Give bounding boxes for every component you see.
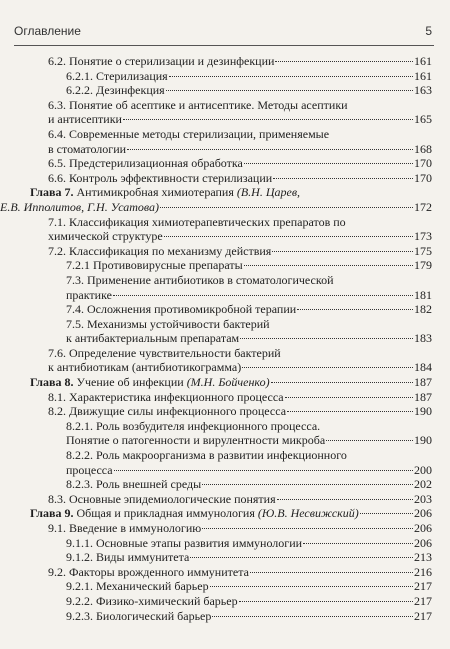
toc-entry-text: к антибиотикам (антибиотикограмма): [48, 360, 242, 375]
toc-entry[interactable]: [0, 98, 450, 127]
toc-entry[interactable]: [0, 477, 450, 492]
author-names: (В.Н. Царев,: [236, 185, 301, 200]
toc-entry[interactable]: [0, 448, 450, 477]
toc-page-number: 184: [414, 360, 432, 375]
toc-entry-line: [48, 404, 432, 419]
toc-entry[interactable]: [0, 215, 450, 244]
toc-page-number: 172: [414, 199, 432, 214]
toc-page-number: 216: [414, 564, 432, 579]
toc-entry-line: [66, 83, 432, 98]
dot-leader: [202, 528, 413, 529]
toc-page-number: 168: [414, 141, 432, 156]
toc-entry-text: 8.2. Движущие силы инфекционного процесса: [48, 404, 287, 419]
toc-entry-title: [48, 142, 126, 157]
dot-leader: [210, 586, 413, 587]
dot-leader: [285, 397, 413, 398]
toc-page-number: 173: [414, 229, 432, 244]
toc-entry-text: 7.3. Применение антибиотиков в стоматологической: [66, 272, 334, 287]
toc-entry[interactable]: [0, 579, 450, 594]
toc-entry-line: [30, 506, 432, 521]
toc-entry-title: [30, 506, 359, 521]
toc-page-number: 203: [414, 491, 432, 506]
toc-entry-line: [30, 375, 432, 390]
toc-entry-first-line: [30, 185, 432, 200]
toc-entry-first-line: [48, 98, 432, 113]
toc-entry-text: 7.4. Осложнения противомикробной терапии: [66, 302, 297, 317]
toc-entry-line: [66, 536, 432, 551]
toc-entry-text: 9.1. Введение в иммунологию: [48, 521, 202, 535]
toc-page-number: 170: [414, 170, 432, 185]
toc-entry-text: к антибактериальным препаратам: [66, 331, 240, 346]
dot-leader: [287, 411, 413, 412]
toc-entry-text: 9.1.2. Виды иммунитета: [66, 550, 190, 565]
toc-entry-line: [66, 302, 432, 317]
toc-entry-text: 6.6. Контроль эффективности стерилизации: [48, 170, 273, 185]
toc-entry-title: [48, 390, 284, 405]
page-number: 5: [425, 24, 432, 38]
toc-entry-title: [66, 258, 243, 273]
toc-page-number: 175: [414, 243, 432, 258]
toc-entry[interactable]: [0, 69, 450, 84]
toc-page-number: 187: [414, 389, 432, 404]
toc-entry-text: и антисептики: [48, 112, 122, 127]
toc-entry-text: практике: [66, 287, 112, 302]
toc-entry-line: [48, 565, 432, 580]
toc-entry-text: 9.2.1. Механический барьер: [66, 579, 209, 594]
running-header: [14, 24, 432, 38]
dot-leader: [273, 178, 413, 179]
toc-entry[interactable]: [0, 54, 450, 69]
toc-page-number: 161: [414, 54, 432, 68]
toc-entry-line: [48, 521, 432, 536]
toc-entry-text: 6.2.1. Стерилизация: [66, 68, 168, 83]
toc-entry[interactable]: [0, 594, 450, 609]
toc-page-number: 200: [414, 462, 432, 477]
toc-entry-title: [66, 331, 239, 346]
toc-chapter-entry[interactable]: [0, 185, 450, 214]
dot-leader: [360, 513, 413, 514]
toc-chapter-entry[interactable]: [0, 506, 450, 521]
dot-leader: [190, 557, 413, 558]
dot-leader: [242, 367, 413, 368]
dot-leader: [244, 163, 413, 164]
toc-entry-line: [0, 200, 432, 215]
toc-entry[interactable]: [0, 550, 450, 565]
toc-entry-first-line: [66, 273, 432, 288]
toc-entry-line: [66, 477, 432, 492]
toc-entry-title: [48, 156, 243, 171]
toc-entry-line: [48, 390, 432, 405]
toc-entry-title: [48, 54, 274, 69]
toc-entry-text: 6.3. Понятие об асептике и антисептике. Методы асептики: [48, 97, 348, 112]
toc-entry-text: 9.2.3. Биологический барьер: [66, 608, 212, 623]
toc-page-number: 190: [414, 404, 432, 419]
toc-entry-line: [48, 360, 432, 375]
toc-entry-line: [66, 69, 432, 84]
toc-page-number: 217: [414, 579, 432, 594]
toc-entry-title: [66, 463, 113, 478]
toc-entry-title: [0, 200, 159, 215]
toc-entry-text: 9.2.2. Физико-химический барьер: [66, 593, 238, 608]
section-title: Оглавление: [14, 24, 81, 38]
toc-entry[interactable]: [0, 536, 450, 551]
toc-entry-line: [66, 331, 432, 346]
toc-entry-text: 9.2. Факторы врожденного иммунитета: [48, 564, 249, 579]
toc-entry-title: [66, 302, 296, 317]
toc-entry-title: [48, 565, 249, 580]
toc-entry-text: в стоматологии: [48, 141, 127, 156]
dot-leader: [303, 543, 413, 544]
toc-entry-text: 9.1.1. Основные этапы развития иммунологии: [66, 535, 303, 550]
toc-entry[interactable]: [0, 521, 450, 536]
toc-page-number: 206: [414, 535, 432, 550]
toc-page-number: 165: [414, 112, 432, 127]
dot-leader: [297, 309, 413, 310]
toc-page-number: 161: [414, 68, 432, 83]
toc-entry[interactable]: [0, 317, 450, 346]
toc-entry-text: 7.5. Механизмы устойчивости бактерий: [66, 316, 270, 331]
table-of-contents: [0, 54, 450, 623]
chapter-label: Глава 9.: [30, 506, 74, 521]
chapter-label: Глава 8.: [30, 375, 74, 390]
dot-leader: [212, 616, 413, 617]
toc-entry-title: [48, 171, 272, 186]
toc-entry[interactable]: [0, 244, 450, 259]
toc-entry-text: 6.4. Современные методы стерилизации, применяемые: [48, 126, 330, 141]
toc-entry-line: [48, 142, 432, 157]
toc-entry-first-line: [48, 127, 432, 142]
dot-leader: [127, 149, 413, 150]
toc-page-number: 182: [414, 302, 432, 317]
toc-entry-title: [66, 83, 165, 98]
toc-entry-text: 7.2. Классификация по механизму действия: [48, 243, 272, 258]
toc-page-number: 181: [414, 287, 432, 302]
toc-entry-first-line: [48, 215, 432, 230]
toc-entry-title: [66, 609, 211, 624]
author-names: Е.В. Ипполитов, Г.Н. Усатова): [0, 199, 160, 214]
toc-entry[interactable]: [0, 302, 450, 317]
toc-page-number: 202: [414, 477, 432, 492]
toc-page-number: 206: [414, 506, 432, 521]
toc-entry-title: [48, 360, 241, 375]
toc-page-number: 187: [414, 375, 432, 390]
toc-page-number: 217: [414, 608, 432, 623]
dot-leader: [239, 601, 413, 602]
toc-page-number: 179: [414, 258, 432, 273]
toc-entry-line: [66, 288, 432, 303]
dot-leader: [164, 236, 413, 237]
toc-entry-line: [48, 229, 432, 244]
toc-entry-title: [48, 404, 286, 419]
toc-entry[interactable]: [0, 390, 450, 405]
toc-chapter-entry[interactable]: [0, 375, 450, 390]
dot-leader: [169, 76, 413, 77]
toc-entry-line: [48, 112, 432, 127]
toc-entry-text: 6.2.2. Дезинфекция: [66, 83, 165, 98]
toc-entry[interactable]: [0, 609, 450, 624]
toc-page-number: 183: [414, 331, 432, 346]
toc-entry[interactable]: [0, 492, 450, 507]
toc-entry-text: Понятие о патогенности и вирулентности микроба: [66, 433, 326, 448]
toc-entry[interactable]: [0, 258, 450, 273]
dot-leader: [202, 484, 413, 485]
toc-entry-line: [66, 258, 432, 273]
toc-entry-title: [66, 550, 189, 565]
toc-entry[interactable]: [0, 171, 450, 186]
dot-leader: [113, 295, 413, 296]
header-rule: [14, 45, 434, 46]
toc-entry-line: [66, 594, 432, 609]
toc-entry-first-line: [66, 448, 432, 463]
toc-entry-text: 7.6. Определение чувствительности бактерий: [48, 345, 281, 360]
toc-entry-first-line: [48, 346, 432, 361]
chapter-label: Глава 7.: [30, 185, 74, 200]
toc-page-number: 170: [414, 156, 432, 171]
dot-leader: [326, 440, 413, 441]
toc-entry-line: [66, 579, 432, 594]
toc-entry-text: Антимикробная химиотерапия: [76, 185, 234, 200]
dot-leader: [123, 119, 413, 120]
author-names: (М.Н. Бойченко): [186, 375, 270, 390]
toc-entry-line: [48, 492, 432, 507]
toc-page-number: 213: [414, 550, 432, 565]
toc-entry-title: [48, 229, 163, 244]
toc-entry-line: [48, 156, 432, 171]
toc-entry-line: [66, 550, 432, 565]
toc-entry-text: процесса: [66, 462, 113, 477]
toc-entry-text: 8.2.2. Роль макроорганизма в развитии инфекционного: [66, 448, 347, 463]
toc-entry-title: [66, 288, 112, 303]
toc-entry-title: [66, 433, 325, 448]
toc-entry-title: [48, 112, 122, 127]
toc-entry-title: [66, 594, 238, 609]
dot-leader: [272, 251, 413, 252]
toc-entry[interactable]: [0, 419, 450, 448]
toc-entry-text: 7.2.1 Противовирусные препараты: [66, 258, 243, 273]
toc-page-number: 217: [414, 593, 432, 608]
toc-entry-text: 8.2.1. Роль возбудителя инфекционного процесса.: [66, 418, 321, 433]
toc-entry[interactable]: [0, 346, 450, 375]
toc-entry-title: [48, 244, 271, 259]
toc-entry[interactable]: [0, 404, 450, 419]
toc-page-number: 190: [414, 433, 432, 448]
toc-entry-line: [66, 433, 432, 448]
toc-entry-text: 8.3. Основные эпидемиологические понятия: [48, 491, 276, 506]
toc-entry-line: [48, 54, 432, 69]
toc-entry-text: 6.5. Предстерилизационная обработка: [48, 156, 243, 171]
toc-entry-text: химической структуре: [48, 229, 163, 244]
dot-leader: [166, 90, 413, 91]
dot-leader: [250, 572, 413, 573]
toc-entry-title: [66, 579, 209, 594]
toc-entry-text: Учение об инфекции: [76, 375, 184, 390]
dot-leader: [277, 499, 413, 500]
toc-entry[interactable]: [0, 83, 450, 98]
toc-entry-text: Общая и прикладная иммунология: [76, 506, 255, 521]
toc-entry-title: [30, 375, 270, 390]
toc-entry-text: 8.1. Характеристика инфекционного процесса: [48, 389, 284, 404]
toc-page-number: 163: [414, 83, 432, 98]
dot-leader: [114, 470, 413, 471]
toc-entry-line: [48, 171, 432, 186]
toc-entry[interactable]: [0, 127, 450, 156]
toc-entry-first-line: [66, 419, 432, 434]
toc-entry-line: [66, 609, 432, 624]
author-names: (Ю.В. Несвижский): [257, 506, 359, 521]
dot-leader: [160, 207, 413, 208]
toc-entry-text: 6.2. Понятие о стерилизации и дезинфекции: [48, 54, 275, 68]
toc-entry-line: [66, 463, 432, 478]
toc-entry[interactable]: [0, 156, 450, 171]
toc-entry-title: [66, 69, 168, 84]
toc-entry-title: [48, 492, 276, 507]
toc-entry-line: [48, 244, 432, 259]
toc-entry-text: 7.1. Классификация химиотерапевтических препаратов по: [48, 214, 346, 229]
toc-entry-first-line: [66, 317, 432, 332]
dot-leader: [240, 338, 413, 339]
toc-entry-text: 8.2.3. Роль внешней среды: [66, 477, 202, 492]
dot-leader: [275, 61, 413, 62]
dot-leader: [271, 382, 413, 383]
toc-page-number: 206: [414, 521, 432, 535]
toc-entry-title: [66, 536, 302, 551]
toc-entry-title: [48, 521, 201, 536]
toc-entry[interactable]: [0, 565, 450, 580]
dot-leader: [244, 265, 413, 266]
toc-entry-title: [66, 477, 201, 492]
toc-entry[interactable]: [0, 273, 450, 302]
